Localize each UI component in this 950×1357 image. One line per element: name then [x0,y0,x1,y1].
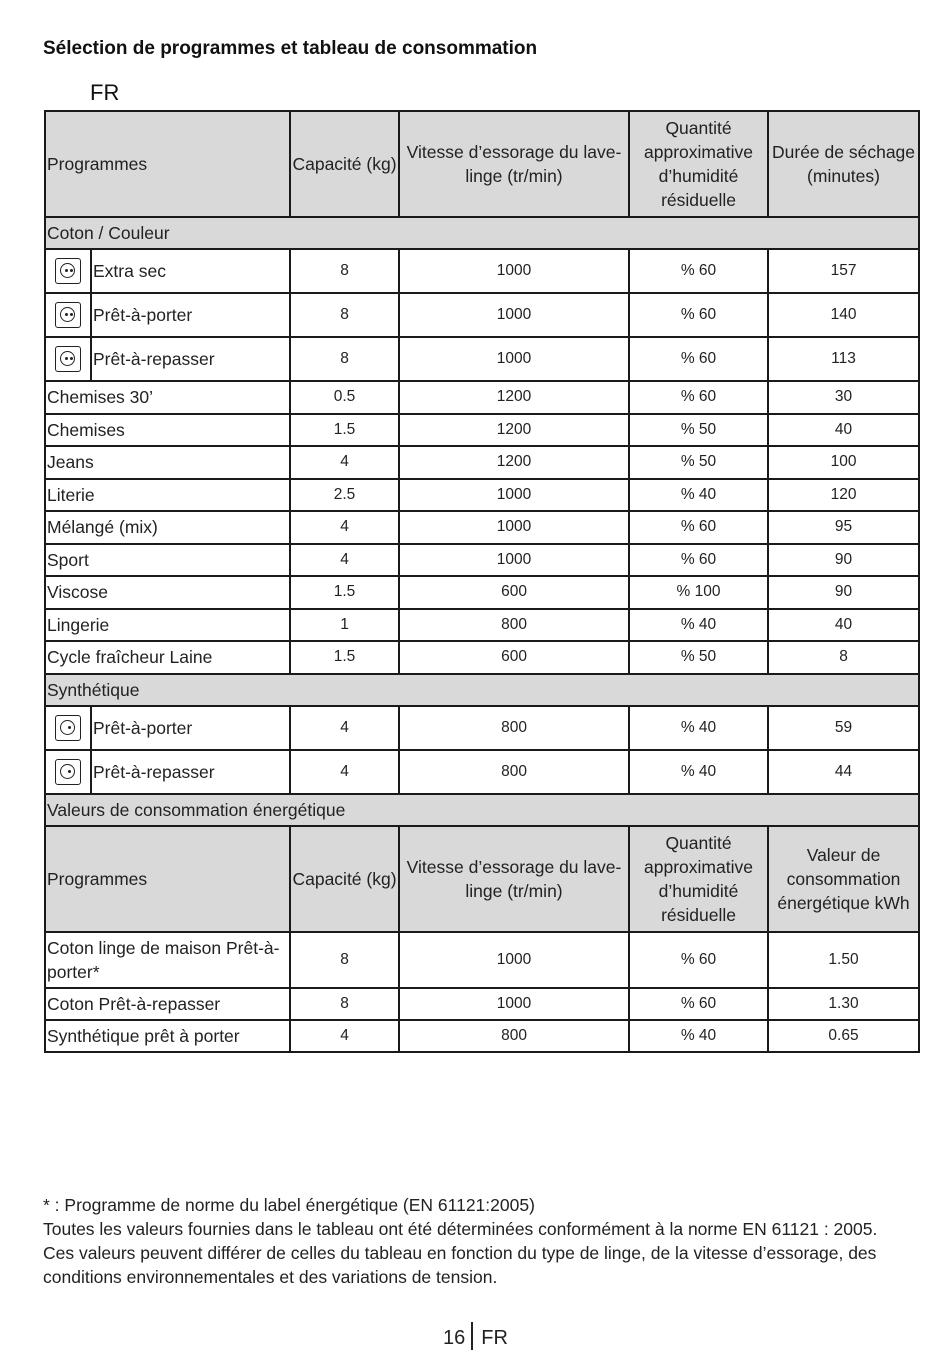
dryer-symbol-cell [45,750,91,794]
capacite-value: 1.5 [290,576,399,609]
footnote-standard: * : Programme de norme du label énergétique (EN 61121:2005) [43,1195,535,1215]
header-humidite: Quantité approximative d’humidité résiduelle [629,111,768,217]
table-row [45,826,919,932]
capacite-value: 4 [290,1020,399,1052]
humidite-value: % 60 [629,337,768,381]
vitesse-value: 1000 [399,337,629,381]
footnote [43,1193,913,1289]
programme-name: Synthétique prêt à porter [45,1020,290,1052]
vitesse-value: 1000 [399,293,629,337]
humidite-value: % 50 [629,641,768,674]
duree-value: 59 [768,706,919,750]
vitesse-value: 1000 [399,479,629,512]
page-number: 16 [443,1327,466,1349]
humidite-value: % 60 [629,249,768,293]
table-row [45,381,919,414]
table-row [45,609,919,642]
capacite-value: 1.5 [290,414,399,447]
header-valeur-energie: Valeur de consommation énergétique kWh [768,826,919,932]
vitesse-value: 800 [399,706,629,750]
language-label: FR [90,80,120,105]
duree-value: 40 [768,609,919,642]
vitesse-value: 1200 [399,446,629,479]
capacite-value: 1.5 [290,641,399,674]
programme-name: Extra sec [91,249,290,293]
programme-name: Chemises 30’ [45,381,290,414]
duree-value: 90 [768,576,919,609]
table-row [45,249,919,293]
section-coton-couleur: Coton / Couleur [45,217,919,249]
table-row [45,750,919,794]
programme-name: Literie [45,479,290,512]
table-row [45,706,919,750]
capacite-value: 8 [290,337,399,381]
page-footer [443,1322,508,1350]
humidite-value: % 60 [629,932,768,988]
table-row [45,674,919,706]
vitesse-value: 1200 [399,414,629,447]
page-language: FR [481,1327,508,1349]
table-row [45,988,919,1020]
dryer-symbol-cell [45,337,91,381]
programme-name: Sport [45,544,290,577]
kwh-value: 1.50 [768,932,919,988]
capacite-value: 4 [290,544,399,577]
dry-high-heat-icon [55,302,81,328]
table-row [45,576,919,609]
capacite-value: 4 [290,750,399,794]
duree-value: 90 [768,544,919,577]
capacite-value: 8 [290,988,399,1020]
table-row [45,337,919,381]
footnote-explanation: Toutes les valeurs fournies dans le tableau ont été déterminées conformément à la norme EN 61121 : 2005. Ces valeurs peuvent différer de celles du tableau en fonction du type de linge, de la vitesse d’essorage, des conditions environnementales et des variations de tension. [43,1219,878,1287]
humidite-value: % 40 [629,750,768,794]
table-row [45,932,919,988]
table-row [45,794,919,826]
table-row [45,217,919,249]
duree-value: 100 [768,446,919,479]
table-row [45,544,919,577]
duree-value: 120 [768,479,919,512]
page-separator [471,1322,473,1350]
vitesse-value: 600 [399,641,629,674]
duree-value: 140 [768,293,919,337]
programme-name: Prêt-à-porter [91,706,290,750]
programme-name: Prêt-à-porter [91,293,290,337]
table-row [45,1020,919,1052]
table-row [45,293,919,337]
duree-value: 157 [768,249,919,293]
header-duree: Durée de séchage (minutes) [768,111,919,217]
header-vitesse: Vitesse d’essorage du lave-linge (tr/min) [399,826,629,932]
vitesse-value: 800 [399,1020,629,1052]
page-title: Sélection de programmes et tableau de consommation [43,38,538,59]
duree-value: 95 [768,511,919,544]
capacite-value: 0.5 [290,381,399,414]
programme-name: Chemises [45,414,290,447]
vitesse-value: 800 [399,609,629,642]
header-programmes: Programmes [45,826,290,932]
capacite-value: 4 [290,511,399,544]
humidite-value: % 50 [629,446,768,479]
programme-table [44,110,920,1053]
humidite-value: % 60 [629,511,768,544]
programme-name: Coton Prêt-à-repasser [45,988,290,1020]
table-row [45,641,919,674]
section-synthetique: Synthétique [45,674,919,706]
humidite-value: % 60 [629,544,768,577]
header-capacite: Capacité (kg) [290,826,399,932]
capacite-value: 8 [290,293,399,337]
duree-value: 8 [768,641,919,674]
programme-name: Jeans [45,446,290,479]
capacite-value: 4 [290,446,399,479]
humidite-value: % 40 [629,609,768,642]
vitesse-value: 800 [399,750,629,794]
programme-name: Prêt-à-repasser [91,337,290,381]
header-capacite: Capacité (kg) [290,111,399,217]
dryer-symbol-cell [45,249,91,293]
header-humidite: Quantité approximative d’humidité résiduelle [629,826,768,932]
capacite-value: 1 [290,609,399,642]
vitesse-value: 1000 [399,511,629,544]
humidite-value: % 40 [629,1020,768,1052]
capacite-value: 8 [290,932,399,988]
dry-low-heat-icon [55,759,81,785]
programme-name: Viscose [45,576,290,609]
humidite-value: % 40 [629,479,768,512]
humidite-value: % 60 [629,381,768,414]
duree-value: 40 [768,414,919,447]
humidite-value: % 40 [629,706,768,750]
table-row [45,111,919,217]
header-vitesse: Vitesse d’essorage du lave-linge (tr/min) [399,111,629,217]
capacite-value: 8 [290,249,399,293]
capacite-value: 2.5 [290,479,399,512]
vitesse-value: 1000 [399,544,629,577]
dry-low-heat-icon [55,715,81,741]
vitesse-value: 1200 [399,381,629,414]
header-programmes: Programmes [45,111,290,217]
table-row [45,511,919,544]
programme-name: Mélangé (mix) [45,511,290,544]
dryer-symbol-cell [45,293,91,337]
vitesse-value: 1000 [399,249,629,293]
duree-value: 30 [768,381,919,414]
humidite-value: % 60 [629,293,768,337]
dry-high-heat-icon [55,258,81,284]
capacite-value: 4 [290,706,399,750]
humidite-value: % 60 [629,988,768,1020]
dry-high-heat-icon [55,346,81,372]
kwh-value: 0.65 [768,1020,919,1052]
table-row [45,479,919,512]
programme-name: Coton linge de maison Prêt-à-porter* [45,932,290,988]
kwh-value: 1.30 [768,988,919,1020]
humidite-value: % 100 [629,576,768,609]
vitesse-value: 1000 [399,932,629,988]
section-energie: Valeurs de consommation énergétique [45,794,919,826]
table-row [45,446,919,479]
table-row [45,414,919,447]
humidite-value: % 50 [629,414,768,447]
vitesse-value: 1000 [399,988,629,1020]
dryer-symbol-cell [45,706,91,750]
programme-name: Lingerie [45,609,290,642]
vitesse-value: 600 [399,576,629,609]
duree-value: 113 [768,337,919,381]
programme-name: Cycle fraîcheur Laine [45,641,290,674]
programme-name: Prêt-à-repasser [91,750,290,794]
duree-value: 44 [768,750,919,794]
